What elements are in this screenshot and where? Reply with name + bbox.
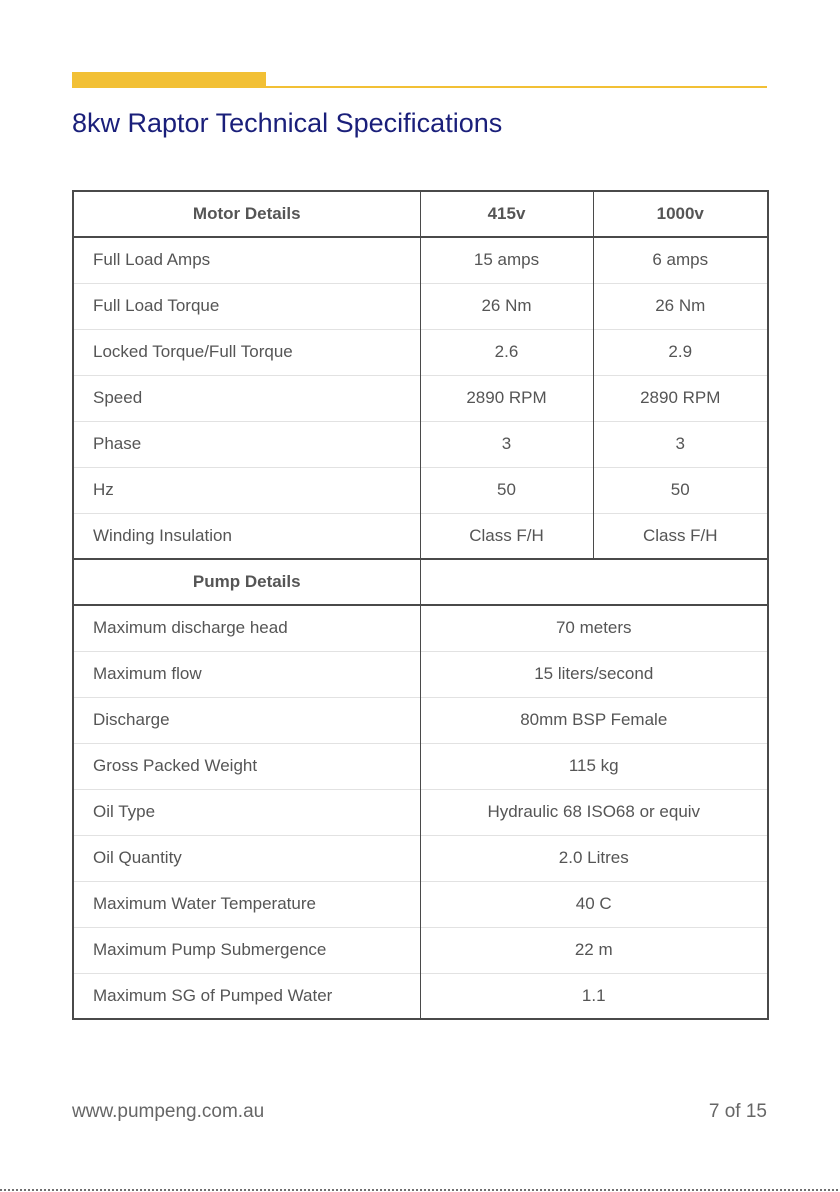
table-row (73, 743, 768, 789)
table-row (73, 237, 768, 283)
table-row (73, 927, 768, 973)
table-row (73, 881, 768, 927)
col-1000v-heading: 1000v (593, 191, 768, 237)
table-row (73, 467, 768, 513)
table-row (73, 973, 768, 1019)
accent-bar-line (266, 86, 767, 88)
row-label: Winding Insulation (73, 513, 420, 559)
row-value-415v: 26 Nm (420, 283, 593, 329)
row-label: Phase (73, 421, 420, 467)
row-value: 40 C (420, 881, 768, 927)
row-value-1000v: 3 (593, 421, 768, 467)
row-value: 1.1 (420, 973, 768, 1019)
row-value-415v: 50 (420, 467, 593, 513)
table-row (73, 697, 768, 743)
footer-website: www.pumpeng.com.au (72, 1101, 265, 1122)
row-label: Discharge (73, 697, 420, 743)
row-value-415v: 2.6 (420, 329, 593, 375)
row-value-1000v: 2890 RPM (593, 375, 768, 421)
spec-table (72, 190, 769, 1020)
footer-page-number: 7 of 15 (708, 1101, 767, 1122)
row-label: Maximum discharge head (93, 618, 288, 638)
row-value-415v: 3 (420, 421, 593, 467)
row-value: 115 kg (420, 743, 768, 789)
row-label: Maximum Pump Submergence (73, 927, 420, 973)
accent-bar-thick (72, 72, 266, 88)
row-value-1000v: 50 (593, 467, 768, 513)
row-value: 70 meters (420, 605, 768, 651)
row-value: 22 m (420, 927, 768, 973)
row-label: Maximum SG of Pumped Water (73, 973, 420, 1019)
page-title: 8kw Raptor Technical Specifications (72, 108, 503, 138)
pump-header-blank (420, 559, 768, 605)
table-row (73, 835, 768, 881)
col-415v-heading: 415v (420, 191, 593, 237)
table-row (73, 651, 768, 697)
table-row (73, 513, 768, 559)
table-row (73, 605, 768, 651)
table-row (73, 789, 768, 835)
row-value-415v: 2890 RPM (420, 375, 593, 421)
row-label: Full Load Amps (93, 250, 211, 270)
row-label: Maximum Water Temperature (73, 881, 420, 927)
row-label: Oil Quantity (73, 835, 420, 881)
row-label: Hz (73, 467, 420, 513)
row-value: 80mm BSP Female (420, 697, 768, 743)
row-label: Oil Type (73, 789, 420, 835)
motor-header-row (73, 191, 768, 237)
table-row (73, 283, 768, 329)
row-value-1000v: 26 Nm (593, 283, 768, 329)
pump-header-row (73, 559, 768, 605)
row-label: Maximum flow (73, 651, 420, 697)
row-label: Locked Torque/Full Torque (73, 329, 420, 375)
table-row (73, 375, 768, 421)
row-value: 2.0 Litres (420, 835, 768, 881)
row-value-1000v: Class F/H (593, 513, 768, 559)
row-label: Speed (73, 375, 420, 421)
row-value-415v: 15 amps (420, 237, 593, 283)
row-value: Hydraulic 68 ISO68 or equiv (420, 789, 768, 835)
pump-details-heading: Pump Details (73, 559, 420, 605)
bottom-edge-dots (0, 1189, 840, 1191)
row-label: Gross Packed Weight (73, 743, 420, 789)
row-value-415v: Class F/H (420, 513, 593, 559)
row-value-1000v: 6 amps (593, 237, 768, 283)
table-row (73, 421, 768, 467)
row-value: 15 liters/second (420, 651, 768, 697)
header-accent-bar (72, 72, 767, 88)
row-label: Full Load Torque (73, 283, 420, 329)
motor-details-heading: Motor Details (73, 191, 420, 237)
table-row (73, 329, 768, 375)
row-value-1000v: 2.9 (593, 329, 768, 375)
